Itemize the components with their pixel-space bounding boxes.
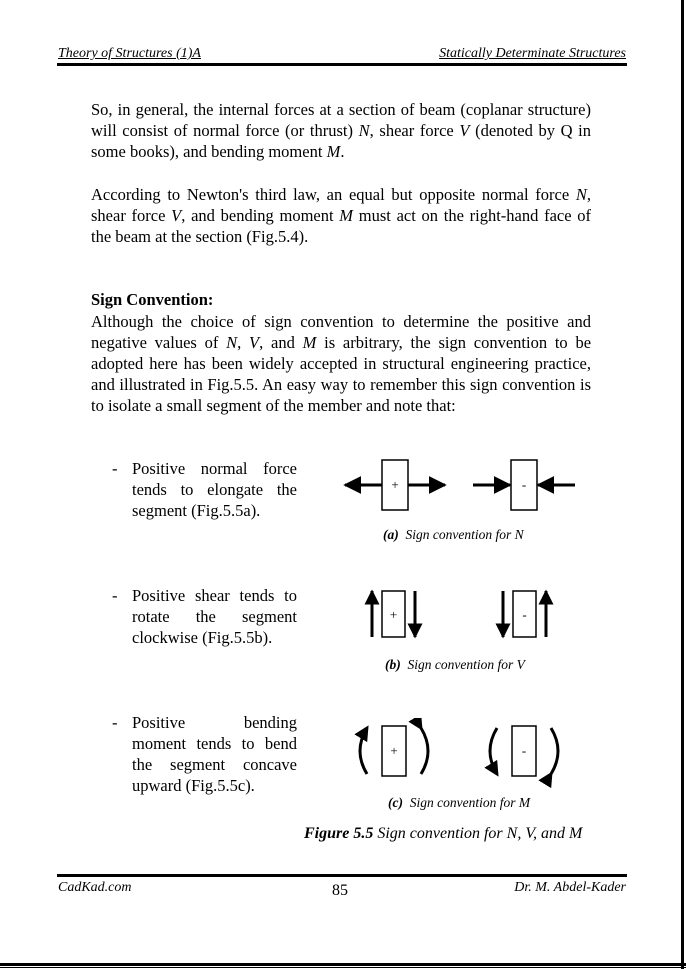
sign-plus: +	[390, 743, 398, 758]
figure-5-5-caption: Figure 5.5 Sign convention for N, V, and M	[304, 825, 583, 842]
bullet-normal-force	[112, 458, 297, 521]
header-left-title: Theory of Structures (1)A	[58, 46, 201, 61]
header-rule	[57, 63, 627, 66]
page-border-bottom	[0, 963, 686, 966]
caption-figure-c: (c) Sign convention for M	[388, 795, 531, 810]
sign-plus: +	[391, 477, 399, 492]
bullet-shear	[112, 585, 297, 648]
arc-arrow-right-positive	[421, 728, 428, 774]
footer-rule	[57, 874, 627, 877]
sign-minus: -	[521, 477, 527, 492]
figure-a-normal-force-diagram	[335, 452, 585, 522]
arc-arrow-left-positive	[360, 728, 367, 774]
header-right-title: Statically Determinate Structures	[439, 46, 626, 61]
bullet-dash: -	[112, 459, 118, 478]
caption-figure-b: (b) Sign convention for V	[385, 657, 525, 672]
bullet-dash: -	[112, 586, 118, 605]
bullet-bending-moment	[112, 712, 297, 796]
arc-arrow-right-negative	[551, 728, 558, 774]
footer-author: Dr. M. Abdel-Kader	[514, 880, 626, 895]
page-border-bottom-thin	[0, 967, 686, 968]
sign-plus: +	[389, 607, 398, 622]
bullet-text: Positive shear tends to rotate the segment clockwise (Fig.5.5b).	[132, 586, 297, 647]
bullet-text: Positive bending moment tends to bend the segment concave upward (Fig.5.5c).	[132, 713, 297, 795]
bullet-text: Positive normal force tends to elongate the segment (Fig.5.5a).	[132, 459, 297, 520]
figure-b-shear-diagram	[360, 587, 560, 645]
page-number: 85	[332, 882, 348, 899]
figure-c-moment-diagram	[345, 718, 575, 788]
section-heading-sign-convention: Sign Convention:	[91, 290, 214, 309]
sign-minus: -	[521, 743, 527, 758]
paragraph-sign-convention: Although the choice of sign convention to determine the positive and negative values of N, V, and M is arbitrary, the sign convention to be adopted here has been widely accepted in structural engineering practice, and illustrated in Fig.5.5. An easy way to remember this sign convention is to isolate a small segment of the member and note that:	[91, 312, 592, 415]
caption-figure-a: (a) Sign convention for N	[383, 527, 524, 542]
footer-website: CadKad.com	[58, 880, 132, 895]
bullet-dash: -	[112, 713, 118, 732]
sign-minus: -	[522, 607, 527, 622]
page-border-right	[681, 0, 684, 969]
paragraph-newtons-third-law: According to Newton's third law, an equal but opposite normal force N, shear force V, and bending moment M must act on the right-hand face of the beam at the section (Fig.5.4).	[91, 185, 591, 246]
paragraph-internal-forces: So, in general, the internal forces at a section of beam (coplanar structure) will consist of normal force (or thrust) N, shear force V (denoted by Q in some books), and bending moment M.	[91, 100, 591, 161]
arc-arrow-left-negative	[490, 728, 497, 774]
